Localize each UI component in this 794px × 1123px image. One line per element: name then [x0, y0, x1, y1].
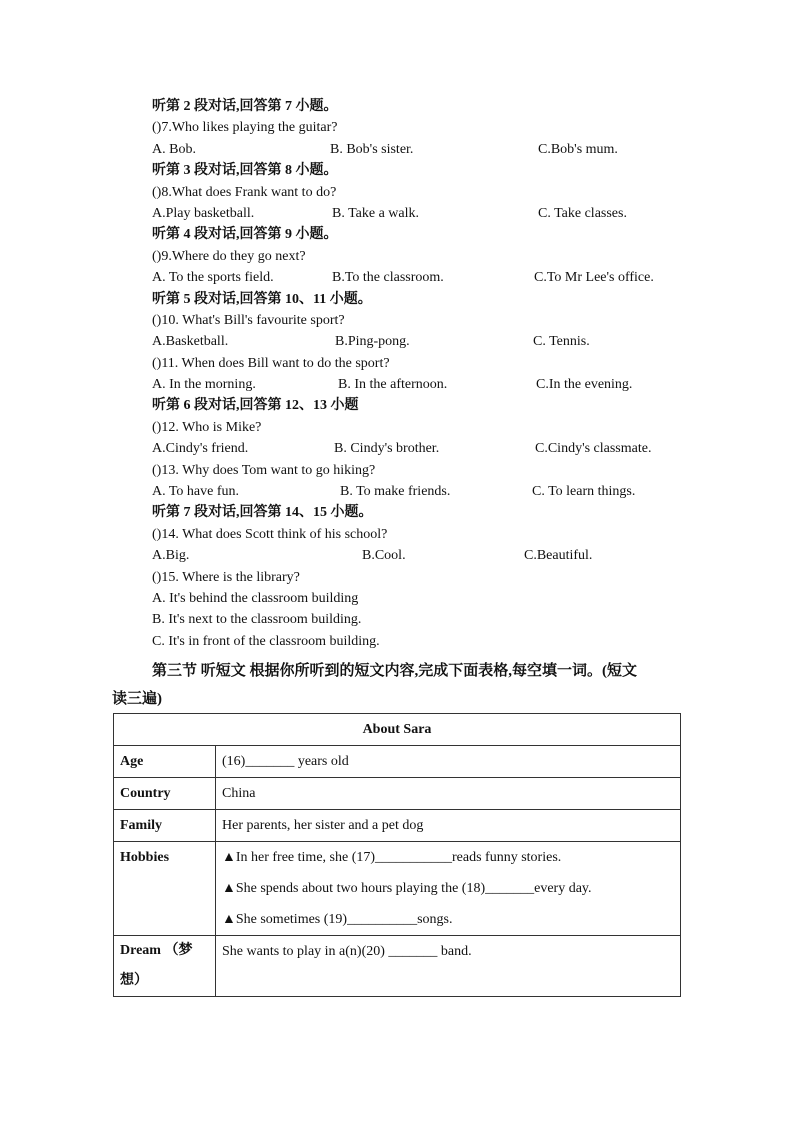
- section-three-title: [112, 656, 682, 707]
- table-row: [114, 936, 681, 997]
- option-b[interactable]: B. In the afternoon.: [338, 377, 448, 393]
- option-c[interactable]: C. It's in front of the classroom building.: [152, 633, 380, 649]
- question-text: ()10. What's Bill's favourite sport?: [152, 312, 345, 328]
- section-three-instructions-cont: 读三遍): [112, 691, 162, 707]
- hobbies-label: Hobbies: [114, 842, 216, 936]
- section-heading: 听第 4 段对话,回答第 9 小题。: [152, 227, 338, 243]
- option-a[interactable]: A.Play basketball.: [152, 205, 255, 221]
- section-heading: 听第 2 段对话,回答第 7 小题。: [152, 99, 338, 114]
- section-heading: 听第 3 段对话,回答第 8 小题。: [152, 163, 338, 179]
- age-value[interactable]: (16)_______ years old: [216, 746, 681, 778]
- dream-label: Dream （梦想）: [114, 936, 216, 997]
- question-text: ()11. When does Bill want to do the sport?: [152, 355, 390, 371]
- option-a[interactable]: A. It's behind the classroom building: [152, 590, 359, 606]
- question-text: ()8.What does Frank want to do?: [152, 184, 337, 200]
- option-row: [152, 267, 712, 288]
- option-row: [152, 438, 712, 459]
- question-text: ()13. Why does Tom want to go hiking?: [152, 462, 376, 478]
- option-a[interactable]: A.Big.: [152, 548, 190, 564]
- option-c[interactable]: C. To learn things.: [532, 484, 636, 500]
- option-c[interactable]: C.To Mr Lee's office.: [534, 270, 654, 286]
- about-sara-table: [113, 713, 681, 997]
- table-title: About Sara: [114, 714, 681, 746]
- section-three-instructions: 第三节 听短文 根据你所听到的短文内容,完成下面表格,每空填一词。(短文: [152, 663, 637, 679]
- hobby-line[interactable]: ▲In her free time, she (17)___________reads funny stories.: [222, 850, 562, 865]
- option-a[interactable]: A.Basketball.: [152, 334, 229, 350]
- table-row: [114, 778, 681, 810]
- question-text: ()7.Who likes playing the guitar?: [152, 120, 338, 136]
- option-a[interactable]: A. In the morning.: [152, 377, 256, 393]
- listening-questions: [152, 96, 712, 652]
- dream-value[interactable]: She wants to play in a(n)(20) _______ band.: [216, 936, 681, 997]
- option-row: [152, 481, 712, 502]
- question-text: ()12. Who is Mike?: [152, 419, 262, 435]
- section-heading: 听第 7 段对话,回答第 14、15 小题。: [152, 505, 373, 521]
- question-text: ()14. What does Scott think of his school?: [152, 526, 388, 542]
- option-a[interactable]: A. To the sports field.: [152, 270, 274, 286]
- family-label: Family: [114, 810, 216, 842]
- option-a[interactable]: A. To have fun.: [152, 484, 240, 500]
- option-row: [152, 331, 712, 352]
- option-b[interactable]: B. Bob's sister.: [330, 141, 414, 157]
- option-c[interactable]: C. Take classes.: [538, 205, 627, 221]
- family-value: Her parents, her sister and a pet dog: [216, 810, 681, 842]
- option-b[interactable]: B. To make friends.: [340, 484, 451, 500]
- hobby-line[interactable]: ▲She sometimes (19)__________songs.: [222, 912, 453, 927]
- option-b[interactable]: B. Cindy's brother.: [334, 441, 440, 457]
- option-b[interactable]: B.To the classroom.: [332, 270, 444, 286]
- option-c[interactable]: C.Beautiful.: [524, 548, 593, 564]
- option-row: [152, 203, 712, 224]
- table-row: [114, 746, 681, 778]
- country-value: China: [216, 778, 681, 810]
- table-row: [114, 810, 681, 842]
- option-c[interactable]: C.In the evening.: [536, 377, 633, 393]
- option-b[interactable]: B. Take a walk.: [332, 205, 420, 221]
- question-text: ()9.Where do they go next?: [152, 248, 306, 264]
- option-b[interactable]: B.Cool.: [362, 548, 406, 564]
- option-b[interactable]: B.Ping-pong.: [335, 334, 410, 350]
- option-a[interactable]: A.Cindy's friend.: [152, 441, 249, 457]
- option-c[interactable]: C.Cindy's classmate.: [535, 441, 652, 457]
- option-row: [152, 545, 712, 566]
- hobby-line[interactable]: ▲She spends about two hours playing the (18)_______every day.: [222, 881, 592, 896]
- option-c[interactable]: C. Tennis.: [533, 334, 590, 350]
- table-row: [114, 842, 681, 936]
- hobbies-value: [216, 842, 681, 936]
- option-b[interactable]: B. It's next to the classroom building.: [152, 612, 362, 628]
- option-row: [152, 139, 712, 160]
- country-label: Country: [114, 778, 216, 810]
- age-label: Age: [114, 746, 216, 778]
- question-text: ()15. Where is the library?: [152, 569, 300, 585]
- option-row: [152, 374, 712, 395]
- section-heading: 听第 6 段对话,回答第 12、13 小题: [152, 398, 359, 414]
- option-c[interactable]: C.Bob's mum.: [538, 141, 618, 157]
- option-a[interactable]: A. Bob.: [152, 141, 196, 157]
- section-heading: 听第 5 段对话,回答第 10、11 小题。: [152, 291, 372, 307]
